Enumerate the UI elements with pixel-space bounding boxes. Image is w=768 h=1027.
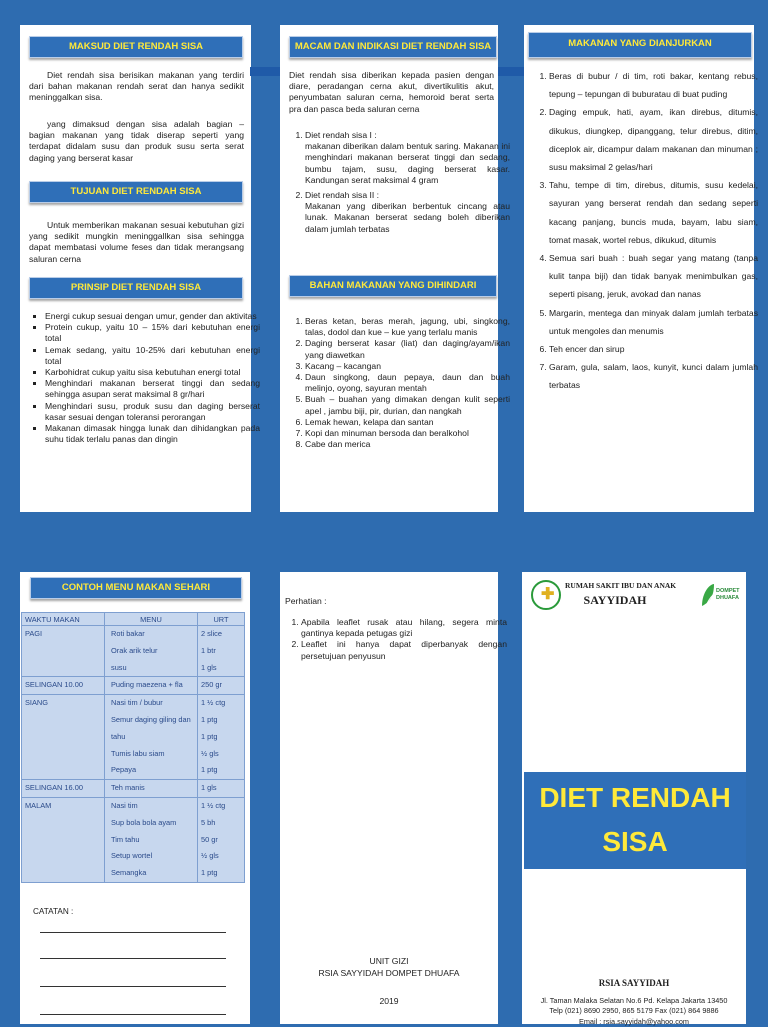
- portion-cell: 1 ½ ctg: [198, 797, 245, 814]
- cover-title-line-1: DIET RENDAH: [539, 782, 731, 813]
- perhatian-title: Perhatian :: [285, 596, 327, 606]
- portion-cell: ½ gls: [198, 848, 245, 865]
- phone: Telp (021) 8690 2950, 865 5179 Fax (021) 864 9886: [549, 1006, 719, 1015]
- portion-cell: 5 bh: [198, 815, 245, 832]
- address: Jl. Taman Malaka Selatan No.6 Pd. Kelapa Jakarta 13450: [540, 996, 728, 1005]
- menu-table: [21, 612, 245, 883]
- menu-title: CONTOH MENU MAKAN SEHARI: [30, 577, 242, 599]
- menu-cell: Tim tahu: [105, 832, 198, 849]
- maksud-title: MAKSUD DIET RENDAH SISA: [29, 36, 243, 58]
- menu-cell: Semur daging giling dan: [105, 712, 198, 729]
- list-item: 1. Beras ketan, beras merah, jagung, ubi, singkong, talas, dodol dan kue – kue yang terlalu manis: [305, 316, 510, 338]
- list-item: ▪ Energi cukup sesuai dengan umur, gender dan aktivitas: [45, 311, 260, 322]
- table-row: [22, 677, 245, 695]
- perhatian-list: [285, 617, 507, 662]
- meal-time-cell: [22, 729, 105, 746]
- list-item: 7. Garam, gula, salam, laos, kunyit, kunci dalam jumlah terbatas: [549, 358, 758, 394]
- table-row: [22, 780, 245, 798]
- list-item: 4. Daun singkong, daun pepaya, daun dan buah melinjo, oyong, sayuran mentah: [305, 372, 510, 394]
- anjuran-title: MAKANAN YANG DIANJURKAN: [528, 32, 752, 58]
- table-row: [22, 762, 245, 779]
- list-item: ▪ Protein cukup, yaitu 10 – 15% dari kebutuhan energi total: [45, 322, 260, 344]
- partner-name-1: DOMPET: [716, 588, 740, 594]
- footer-name: RSIA SAYYIDAH: [598, 978, 670, 988]
- portion-cell: 1 gls: [198, 780, 245, 798]
- menu-cell: Pepaya: [105, 762, 198, 779]
- list-item: 1. Apabila leaflet rusak atau hilang, segera minta gantinya kepada petugas gizi: [301, 617, 507, 639]
- tujuan-text: Untuk memberikan makanan sesuai kebutuhan gizi yang sedikit mungkin meninggallkan sisa sehingga dapat membatasi volume feses dan tidak merangsang saluran cerna: [29, 220, 244, 264]
- table-header: MENU: [105, 613, 198, 626]
- table-row: [22, 865, 245, 882]
- list-item: 4. Semua sari buah : buah segar yang matang (tanpa kulit tanpa biji) dan tidak banyak menimbulkan gas, seperti pisang, jeruk, avokad dan nanas: [549, 249, 758, 304]
- macam-list: [289, 130, 510, 235]
- catatan-line: [40, 986, 226, 987]
- portion-cell: 1 ptg: [198, 712, 245, 729]
- portion-cell: 1 ptg: [198, 762, 245, 779]
- menu-cell: Sup bola bola ayam: [105, 815, 198, 832]
- list-item: ▪ Lemak sedang, yaitu 10-25% dari kebutuhan energi total: [45, 345, 260, 367]
- table-row: [22, 815, 245, 832]
- hospital-logo-icon: ✚: [531, 580, 561, 610]
- table-row: [22, 832, 245, 849]
- meal-time-cell: PAGI: [22, 626, 105, 643]
- meal-time-cell: [22, 762, 105, 779]
- portion-cell: 250 gr: [198, 677, 245, 695]
- table-row: [22, 712, 245, 729]
- menu-cell: Nasi tim / bubur: [105, 695, 198, 712]
- list-item: ▪ Makanan dimasak hingga lunak dan dihidangkan pada suhu tidak terlalu panas dan dingin: [45, 423, 260, 445]
- list-item: 2. Daging berserat kasar (liat) dan daging/ayam/ikan yang diawetkan: [305, 338, 510, 360]
- table-row: [22, 660, 245, 677]
- year: 2019: [379, 996, 399, 1006]
- portion-cell: 50 gr: [198, 832, 245, 849]
- list-item: 5. Margarin, mentega dan minyak dalam jumlah terbatas untuk mengoles dan menumis: [549, 304, 758, 340]
- maksud-text-1: Diet rendah sisa berisikan makanan yang terdiri dari bahan makanan rendah serat dan hanya sedikit meninggalkan sisa.: [29, 70, 244, 103]
- list-item: 2. Leaflet ini hanya dapat diperbanyak dengan persetujuan penyusun: [301, 639, 507, 661]
- fold-connector: [250, 67, 280, 76]
- portion-cell: ½ gls: [198, 746, 245, 763]
- fold-connector: [498, 67, 524, 76]
- list-item: 3. Tahu, tempe di tim, direbus, ditumis, susu kedelai, sayuran yang berserat rendah dan sedang seperti kacang panjang, buncis muda, bayam, labu siam, tomat masak, wortel rebus, dikukud, ditumis: [549, 176, 758, 249]
- menu-table-body: [22, 626, 245, 883]
- portion-cell: 1 btr: [198, 643, 245, 660]
- menu-cell: Teh manis: [105, 780, 198, 798]
- meal-time-cell: SIANG: [22, 695, 105, 712]
- list-item: 6. Teh encer dan sirup: [549, 340, 758, 358]
- portion-cell: 2 slice: [198, 626, 245, 643]
- diet-type-desc: makanan diberikan dalam bentuk saring. Makanan ini menghindari makanan berserat tinggi dan sedang, bumbu tajam, susu, daging berserat kasar. Kandungan serat maksimal 4 gram: [305, 141, 510, 185]
- table-header: WAKTU MAKAN: [22, 613, 105, 626]
- table-row: [22, 643, 245, 660]
- table-row: [22, 626, 245, 643]
- diet-type-name: Diet rendah sisa II :: [305, 190, 380, 201]
- list-item: 1. Beras di bubur / di tim, roti bakar, kentang rebus, tepung – tepungan di buburatau di buat puding: [549, 67, 758, 103]
- meal-time-cell: SELINGAN 10.00: [22, 677, 105, 695]
- bahan-title: BAHAN MAKANAN YANG DIHINDARI: [289, 275, 497, 297]
- meal-time-cell: [22, 832, 105, 849]
- maksud-text-2: yang dimaksud dengan sisa adalah bagian – bagian makanan yang tidak diserap seperti yang terdapat didalam susu dan produk susu serta serat daging yang berserat kasar: [29, 119, 244, 163]
- catatan-line: [40, 932, 226, 933]
- list-item: ▪ Karbohidrat cukup yaitu sisa kebutuhan energi total: [45, 367, 260, 378]
- portion-cell: 1 ½ ctg: [198, 695, 245, 712]
- portion-cell: 1 gls: [198, 660, 245, 677]
- cover-title-box: [524, 772, 746, 869]
- org-name: RSIA SAYYIDAH DOMPET DHUAFA: [318, 968, 460, 978]
- catatan-line: [40, 958, 226, 959]
- catatan-line: [40, 1014, 226, 1015]
- list-item: ▪ Menghindari makanan berserat tinggi dan sedang sehingga asupan serat maksimal 8 gr/hari: [45, 378, 260, 400]
- table-row: [22, 848, 245, 865]
- prinsip-list: [29, 311, 260, 445]
- meal-time-cell: [22, 712, 105, 729]
- partner-name-2: DHUAFA: [716, 595, 739, 601]
- macam-intro: Diet rendah sisa diberikan kepada pasien dengan diare, peradangan cerna akut, divertikulitis akut, penyumbatan saluran cerna, hemoroid berat serta pra dan pasca beda saluran cerna: [289, 70, 494, 114]
- list-item: [305, 130, 510, 186]
- meal-time-cell: [22, 643, 105, 660]
- list-item: 3. Kacang – kacangan: [305, 361, 510, 372]
- meal-time-cell: [22, 746, 105, 763]
- hospital-name-small: RUMAH SAKIT IBU DAN ANAK: [565, 581, 677, 590]
- menu-cell: Semangka: [105, 865, 198, 882]
- tujuan-title: TUJUAN DIET RENDAH SISA: [29, 181, 243, 203]
- list-item: 5. Buah – buahan yang dimakan dengan kulit seperti apel , jambu biji, pir, durian, dan nangkah: [305, 394, 510, 416]
- meal-time-cell: MALAM: [22, 797, 105, 814]
- list-item: [305, 190, 510, 235]
- menu-cell: susu: [105, 660, 198, 677]
- meal-time-cell: SELINGAN 16.00: [22, 780, 105, 798]
- email: Email : rsia.sayyidah@yahoo.com: [578, 1017, 689, 1026]
- menu-cell: Roti bakar: [105, 626, 198, 643]
- table-row: [22, 746, 245, 763]
- portion-cell: 1 ptg: [198, 729, 245, 746]
- catatan-label: CATATAN :: [33, 907, 74, 916]
- menu-cell: Orak arik telur: [105, 643, 198, 660]
- bahan-list: [289, 316, 510, 450]
- list-item: 7. Kopi dan minuman bersoda dan beralkohol: [305, 428, 510, 439]
- hospital-name-big: SAYYIDAH: [583, 593, 647, 607]
- table-row: [22, 797, 245, 814]
- table-row: [22, 729, 245, 746]
- list-item: ▪ Menghindari susu, produk susu dan daging berserat kasar sesuai dengan toleransi perorangan: [45, 401, 260, 423]
- meal-time-cell: [22, 660, 105, 677]
- diet-type-desc: Makanan yang diberikan berbentuk cincang atau lunak. Makanan berserat sedang boleh diberikan dalam jumlah terbatas: [305, 201, 510, 234]
- list-item: 6. Lemak hewan, kelapa dan santan: [305, 417, 510, 428]
- anjuran-list: [533, 67, 758, 395]
- prinsip-title: PRINSIP DIET RENDAH SISA: [29, 277, 243, 299]
- table-row: [22, 695, 245, 712]
- menu-cell: tahu: [105, 729, 198, 746]
- table-header: URT: [198, 613, 245, 626]
- dompet-dhuafa-logo-icon: [700, 582, 740, 608]
- menu-cell: Nasi tim: [105, 797, 198, 814]
- portion-cell: 1 ptg: [198, 865, 245, 882]
- menu-cell: Setup wortel: [105, 848, 198, 865]
- unit-gizi: UNIT GIZI: [369, 956, 409, 966]
- list-item: 8. Cabe dan merica: [305, 439, 510, 450]
- diet-type-name: Diet rendah sisa I :: [305, 130, 377, 140]
- menu-cell: Puding maezena + fla: [105, 677, 198, 695]
- menu-cell: Tumis labu siam: [105, 746, 198, 763]
- meal-time-cell: [22, 815, 105, 832]
- macam-title: MACAM DAN INDIKASI DIET RENDAH SISA: [289, 36, 497, 58]
- cover-title-line-2: SISA: [602, 826, 668, 857]
- list-item: 2. Daging empuk, hati, ayam, ikan direbus, ditumis, dikukus, diungkep, dipanggang, telur direbus, ditim, diceplok air, dicampur dalam makanan dan minuman ; susu maksimal 2 gelas/hari: [549, 103, 758, 176]
- meal-time-cell: [22, 848, 105, 865]
- meal-time-cell: [22, 865, 105, 882]
